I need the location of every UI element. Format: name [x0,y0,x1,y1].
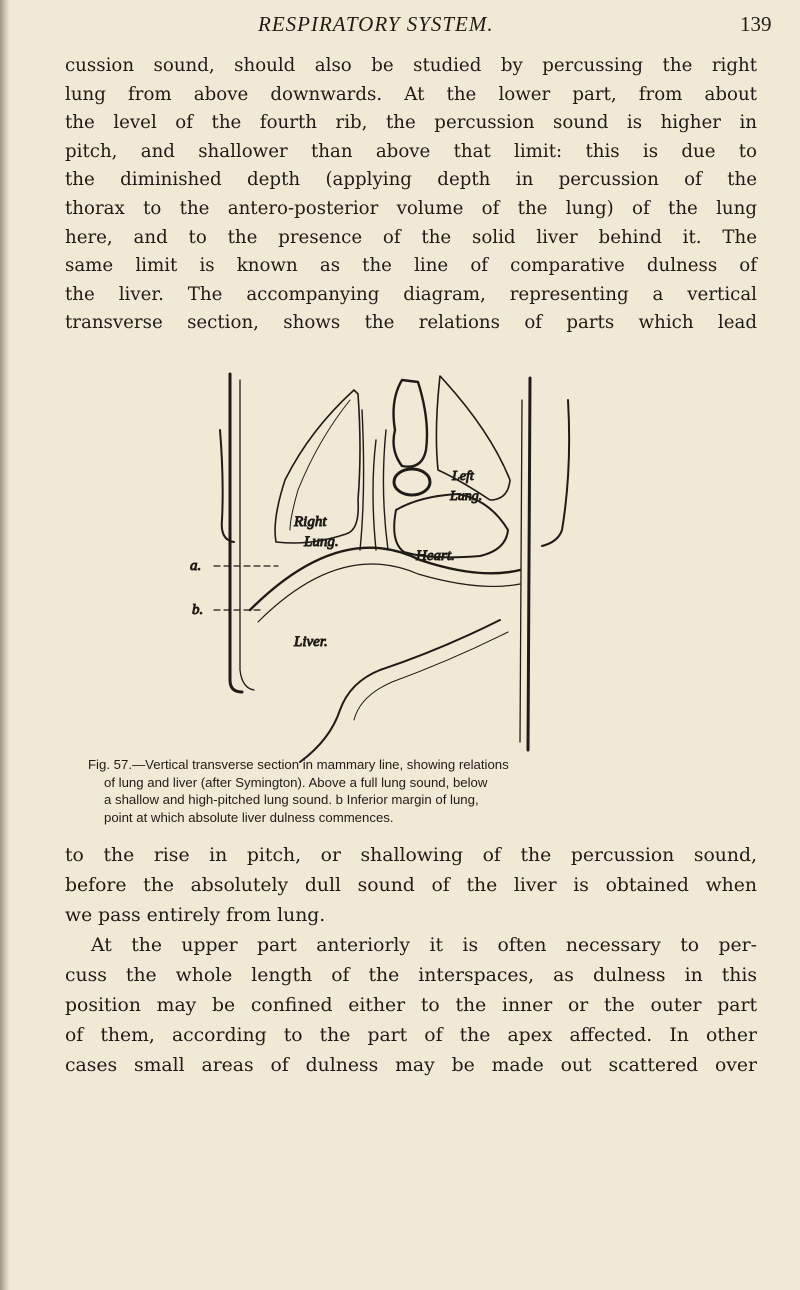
figure-caption [88,756,728,826]
vessel-ring [394,469,430,495]
label-right-lung-2: Lung. [304,534,339,550]
text-line: cussion sound, should also be studied by percussing the right [65,55,757,76]
text-line: the liver. The accompanying diagram, representing a vertical [65,283,757,305]
right-lung-inner [290,400,350,530]
central-septum [360,410,388,550]
text-line: to the rise in pitch, or shallowing of the percussion sound, [65,845,757,866]
label-right-lung-1: Right [294,514,327,530]
paragraph-1 [65,52,757,338]
anatomical-figure [190,370,600,770]
caption-line: Fig. 57.—Vertical transverse section in mammary line, showing relations [88,757,509,772]
text-line: lung from above downwards. At the lower part, from about [65,83,757,105]
text-line: same limit is known as the line of comparative dulness of [65,255,757,277]
page-header [0,8,800,42]
paragraph-2 [65,841,757,1081]
label-left-lung-1: Left [452,469,474,484]
text-line: of them, according to the part of the apex affected. In other [65,1025,757,1046]
caption-line: of lung and liver (after Symington). Above a full lung sound, below [104,774,488,790]
left-body-wall-inner [240,380,254,690]
liver-lower-edge [300,620,500,762]
text-line: before the absolutely dull sound of the liver is obtained when [65,875,757,896]
central-column [394,380,427,467]
text-line: cuss the whole length of the interspaces, as dulness in this [65,965,757,986]
label-heart: Heart. [416,548,455,564]
text-line: here, and to the presence of the solid liver behind it. The [65,226,757,248]
text-line: we pass entirely from lung. [65,905,326,926]
text-line: the diminished depth (applying depth in percussion of the [65,169,757,191]
right-body-wall [528,378,530,750]
running-head: RESPIRATORY SYSTEM. [258,12,494,36]
liver-lower-edge-inner [354,632,508,720]
text-line: At the upper part anteriorly it is often necessary to per- [91,935,757,956]
page-edge-shadow [0,0,10,1290]
right-outer-contour [542,400,569,546]
page-number: 139 [740,12,772,36]
label-liver: Liver. [294,634,328,650]
label-left-lung-2: Lung. [450,489,483,504]
caption-line: a shallow and high-pitched lung sound. b Inferior margin of lung, [104,792,479,808]
text-line: the level of the fourth rib, the percussion sound is higher in [65,112,757,134]
text-line: position may be confined either to the inner or the outer part [65,995,757,1016]
caption-line: point at which absolute liver dulness commences. [104,809,394,825]
text-line: pitch, and shallower than above that limit: this is due to [65,140,757,162]
text-line: transverse section, shows the relations of parts which lead [65,312,757,334]
left-outer-contour [220,430,234,542]
text-line: thorax to the antero-posterior volume of the lung) of the lung [65,197,757,219]
section-diagram [190,370,600,770]
text-line: cases small areas of dulness may be made out scattered over [65,1055,757,1076]
label-b: b. [192,602,204,618]
label-a: a. [190,558,202,574]
